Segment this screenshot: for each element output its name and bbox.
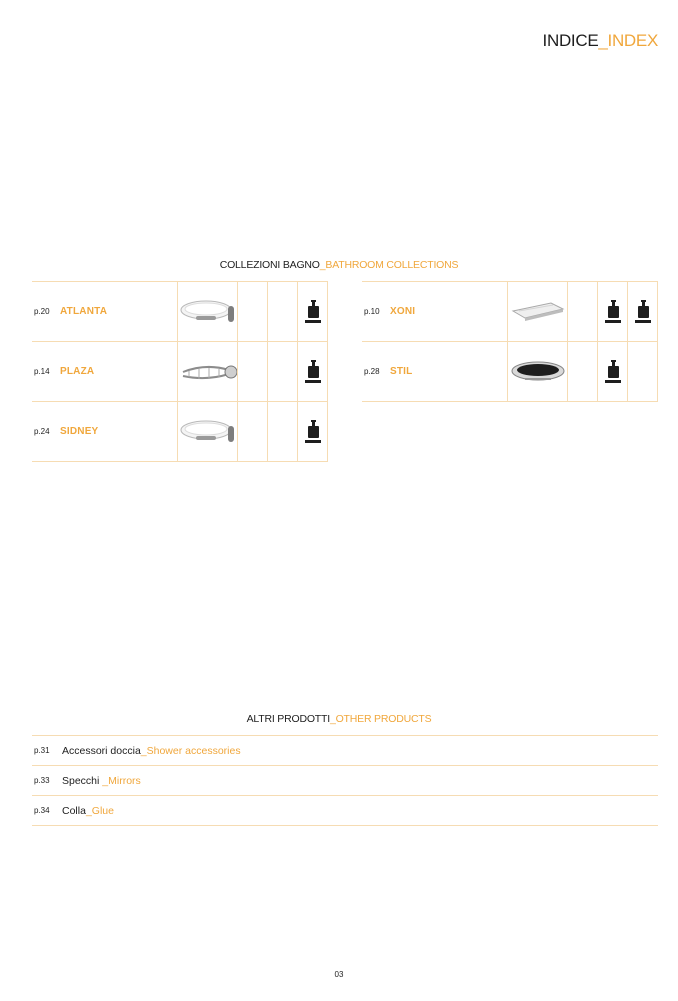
page-ref: p.28 (364, 367, 380, 376)
title-en: INDEX (607, 31, 658, 50)
soap-dish-oval-icon (509, 357, 567, 387)
other-products-list (32, 735, 658, 826)
page-ref: p.34 (34, 806, 50, 815)
collection-name[interactable]: XONI (390, 306, 416, 317)
other-heading-en: _OTHER PRODUCTS (329, 713, 432, 725)
page-number: 03 (334, 970, 344, 979)
page-ref: p.10 (364, 307, 380, 316)
item-label-en: _Glue (85, 804, 114, 817)
page-ref: p.31 (34, 746, 50, 755)
list-item[interactable] (32, 796, 658, 826)
collection-name[interactable]: STIL (390, 366, 413, 377)
page-ref: p.20 (34, 307, 50, 316)
bathroom-heading-en: _BATHROOM COLLECTIONS (319, 259, 459, 271)
soap-dish-wire-icon (179, 357, 237, 387)
page-ref: p.14 (34, 367, 50, 376)
item-label-it: Accessori doccia (62, 744, 141, 757)
page-ref: p.33 (34, 776, 50, 785)
item-label-it: Specchi (62, 774, 103, 787)
soap-dispenser-icon (604, 359, 622, 385)
soap-dispenser-icon (304, 419, 322, 445)
collection-row[interactable] (32, 402, 328, 462)
collection-name[interactable]: SIDNEY (60, 426, 99, 437)
soap-dish-round-icon (179, 297, 237, 327)
item-label-en: _Shower accessories (140, 744, 241, 757)
title-sep: _ (598, 31, 608, 50)
collection-row[interactable] (362, 342, 658, 402)
collection-name[interactable]: PLAZA (60, 366, 95, 377)
soap-dispenser-icon (304, 299, 322, 325)
page-ref: p.24 (34, 427, 50, 436)
list-item[interactable] (32, 766, 658, 796)
bathroom-collections-heading (0, 259, 678, 271)
soap-dispenser-icon (634, 299, 652, 325)
other-products-heading (0, 713, 678, 725)
bathroom-heading-it: COLLEZIONI BAGNO (219, 259, 320, 271)
collection-row[interactable] (32, 282, 328, 342)
collections-table-right (362, 281, 658, 402)
soap-dispenser-icon (304, 359, 322, 385)
soap-dish-square-icon (509, 297, 567, 327)
soap-dish-round-icon (179, 417, 237, 447)
item-label-en: _Mirrors (102, 774, 141, 787)
list-item[interactable] (32, 736, 658, 766)
page-title (543, 31, 658, 51)
collections-table-left (32, 281, 328, 462)
title-it: INDICE (542, 31, 599, 50)
collection-row[interactable] (32, 342, 328, 402)
soap-dispenser-icon (604, 299, 622, 325)
other-heading-it: ALTRI PRODOTTI (246, 713, 330, 725)
item-label-it: Colla (62, 804, 86, 817)
collection-name[interactable]: ATLANTA (60, 306, 108, 317)
collection-row[interactable] (362, 282, 658, 342)
